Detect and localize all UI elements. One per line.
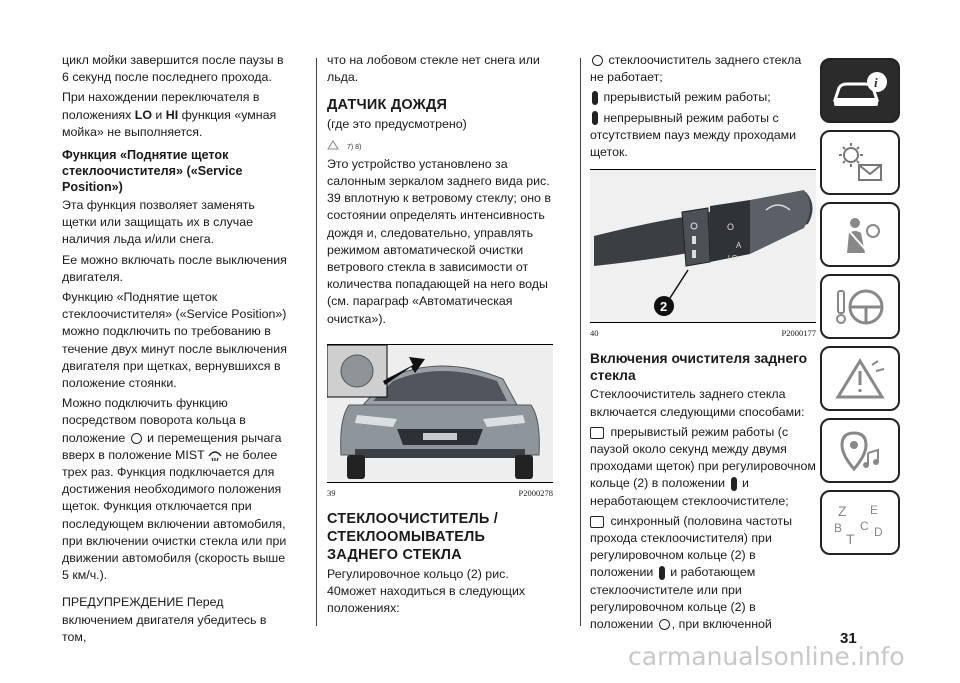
hi-label: HI [165, 107, 179, 122]
watermark: carmanualsonline.info [628, 642, 905, 671]
list-item [590, 424, 816, 510]
figure-39 [327, 344, 553, 483]
text: не более трех раз. Функция подключается для достижения необходимого положения щеток. Функция отключается при последующем включении автомобиля, при включении очистки стекла или при движении автомобиля (скорость выше 5 км/ч.). [62, 447, 287, 583]
paragraph: Эта функция позволяет заменять щетки или защищать их в случае наличия льда и/или снега. [62, 198, 255, 247]
list-marker-icon [590, 516, 604, 528]
figure-caption [327, 485, 553, 502]
car-front-illustration [327, 345, 553, 482]
text: стеклоочиститель заднего стекла не работает; [590, 53, 802, 85]
page-number: 31 [840, 630, 857, 647]
tab-emergency[interactable] [820, 346, 900, 411]
figure-number: 39 [327, 487, 336, 498]
paragraph: что на лобовом стекле нет снега или льда. [327, 53, 540, 85]
text: и работающем стеклоочистителе или при регулировочном кольце (2) в положении [590, 565, 756, 632]
intermittent-icon [659, 566, 665, 580]
text: При нахождении переключателя в положениях [62, 90, 260, 122]
stalk-label-o: O [727, 222, 735, 233]
paragraph: Это устройство установлено за салонным зеркалом заднего вида рис. 39 вплотную к ветровому стеклу; оно в состоянии определять интенсивность дождя и, следовательно, управлять режимом автоматической очистки ветрового стекла в зависимости от количества попадающей на него воды (см. параграф «Автоматическая очистка»). [327, 156, 551, 326]
callout-number: 2 [660, 299, 668, 315]
figure-number: 40 [590, 328, 599, 339]
index-letter: T [846, 530, 855, 546]
steering-key-icon [832, 285, 888, 329]
section-heading-rear-wiper: СТЕКЛООЧИСТИТЕЛЬ / СТЕКЛООМЫВАТЕЛЬ ЗАДНЕГО СТЕКЛА [327, 511, 499, 564]
text: , при включенной [671, 617, 772, 632]
section-heading: Функция «Поднятие щеток стеклоочистителя» («Service Position») [62, 148, 243, 195]
paragraph: цикл мойки завершится после паузы в 6 секунд после последнего прохода. [62, 53, 284, 85]
figure-40 [590, 169, 816, 323]
paragraph [62, 395, 288, 584]
intermittent-icon [592, 91, 598, 105]
text-column-2 [327, 52, 553, 621]
warning-paragraph: ПРЕДУПРЕЖДЕНИЕ Перед включением двигателя убедитесь в том, [62, 595, 267, 644]
tab-index[interactable] [820, 490, 900, 555]
tab-multimedia[interactable] [820, 418, 900, 483]
paragraph: Регулировочное кольцо (2) рис. 40может находиться в следующих положениях: [327, 567, 526, 616]
tab-safety[interactable] [820, 202, 900, 267]
reference-row [327, 137, 553, 156]
paragraph: Ее можно включать после выключения двигателя. [62, 252, 287, 284]
text: и перемещения рычага вверх в положение MIST [62, 430, 282, 462]
index-letter: C [860, 518, 869, 533]
paragraph [62, 89, 288, 141]
text: Можно подключить функцию посредством поворота кольца в положение [62, 396, 246, 445]
safety-airbag-icon [835, 213, 885, 257]
section-heading-rear-wiper-activation: Включения очистителя заднего стекла [590, 351, 808, 384]
wiper-stalk-illustration [590, 170, 816, 322]
index-letters-icon [830, 500, 890, 546]
svg-text:i: i [874, 74, 878, 90]
text-column-1 [62, 52, 288, 649]
figure-caption [590, 325, 816, 342]
index-letter: Z [838, 502, 847, 519]
text: и [151, 107, 166, 122]
tab-warning-lights[interactable] [820, 130, 900, 195]
text-column-3 [590, 52, 816, 636]
text: и неработающем стеклоочистителе; [590, 476, 789, 508]
list-item [590, 513, 816, 633]
list-item [590, 89, 816, 106]
index-letter: E [870, 502, 879, 517]
multimedia-icon [832, 429, 888, 473]
tab-car-info[interactable] [820, 58, 900, 123]
ring-off-icon [659, 619, 670, 630]
stalk-label-a: A [736, 241, 742, 251]
figure-code: P2000278 [518, 487, 553, 498]
paragraph: Стеклоочиститель заднего стекла включается следующими способами: [590, 387, 805, 419]
text: синхронный (половина частоты прохода стеклоочистителя) при регулировочном кольце (2) в положении [590, 513, 793, 580]
intermittent-icon [731, 477, 737, 491]
mist-icon [208, 450, 222, 462]
index-letter: B [834, 520, 843, 535]
column-divider [580, 58, 581, 626]
warning-triangle-icon [832, 357, 888, 401]
text: функция «умная мойка» не выполняется. [62, 107, 277, 139]
text: прерывистый режим работы (с паузой около секунд между двумя проходами щеток) при регулировочном кольце (2) в положении [590, 424, 816, 491]
lo-label: LO [134, 107, 152, 122]
continuous-icon [592, 111, 598, 125]
ring-off-icon [592, 55, 603, 66]
text: прерывистый режим работы; [600, 90, 771, 105]
text: непрерывный режим работы с отсутствием пауз между проходами щеток. [590, 110, 797, 160]
warning-lights-icon [835, 141, 885, 185]
index-letter: D [874, 524, 883, 539]
list-item [590, 110, 816, 162]
reference-numbers: 7) 8) [347, 143, 362, 151]
stalk-label-lo: LO [728, 255, 738, 263]
car-info-icon [831, 70, 889, 112]
paragraph: Функцию «Поднятие щеток стеклоочистителя» («Service Position») можно подключить по требованию в течение двух минут после выключения двигателя при щетках, вернувшихся в положение стоянки. [62, 290, 287, 391]
warning-reference-icon [327, 140, 339, 150]
subtitle: (где это предусмотрено) [327, 117, 467, 132]
column-divider [316, 58, 317, 626]
list-marker-icon [590, 427, 604, 439]
section-heading-rain-sensor: ДАТЧИК ДОЖДЯ [327, 97, 448, 114]
figure-code: P2000177 [781, 328, 816, 339]
list-item [590, 52, 816, 86]
chapter-tabs [820, 58, 900, 562]
tab-starting-driving[interactable] [820, 274, 900, 339]
ring-off-icon [131, 433, 142, 444]
